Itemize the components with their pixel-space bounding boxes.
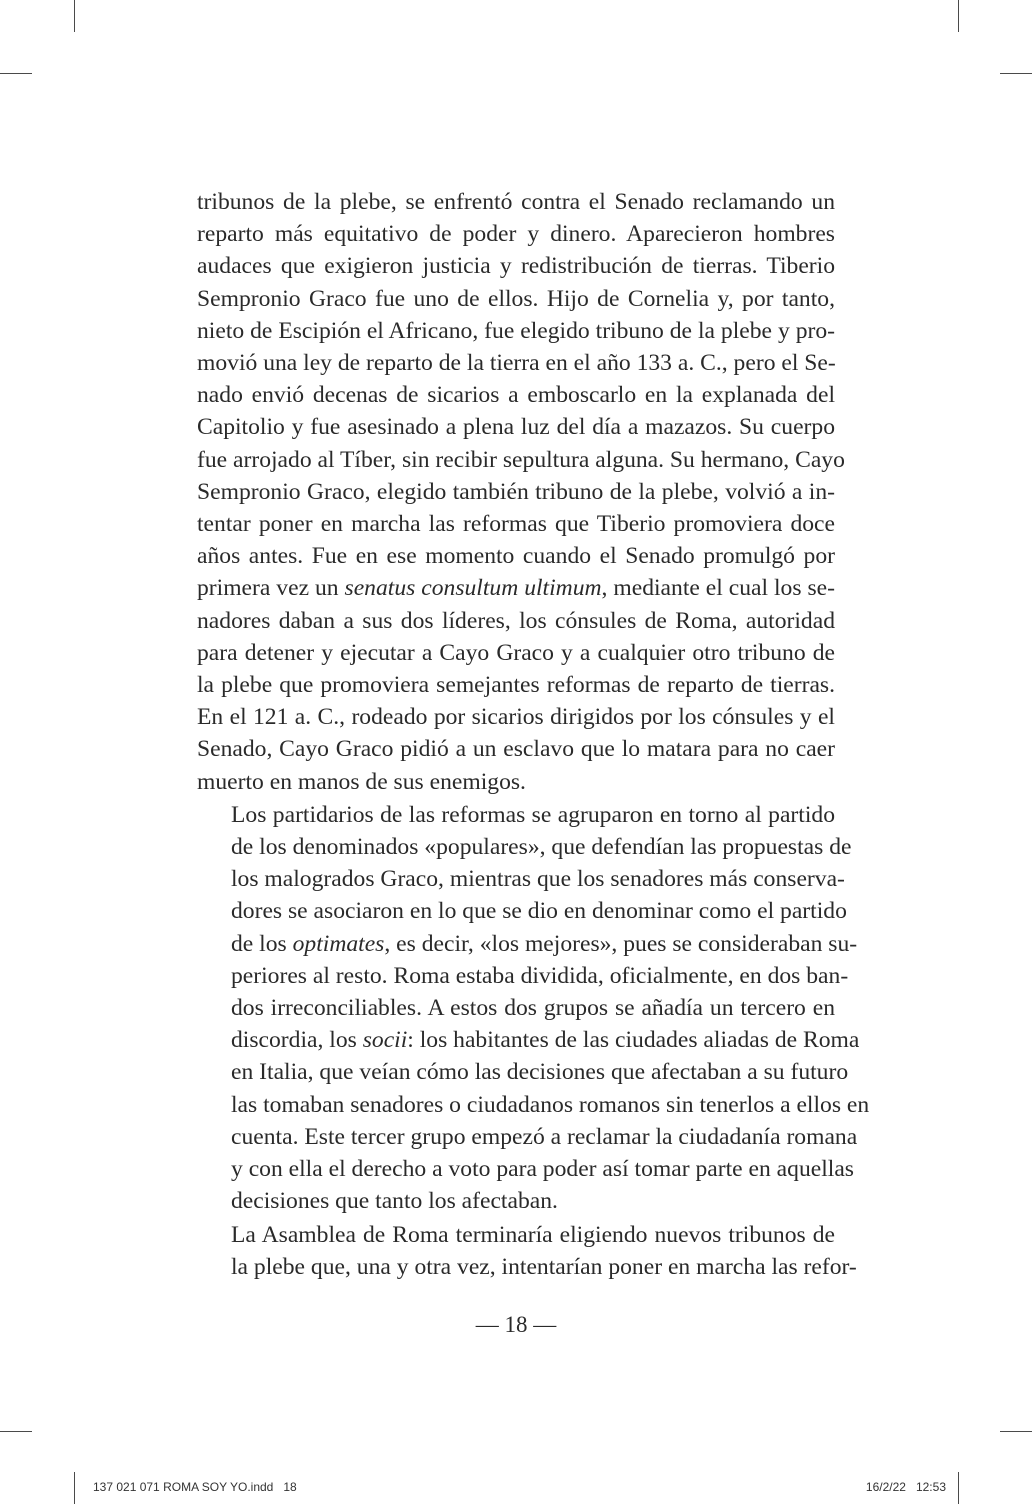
text-line: de los denominados «populares», que defendían las propuestas de	[231, 834, 852, 861]
text-segment: : los habitantes de las ciudades aliadas de Roma	[407, 1027, 860, 1054]
text-line: las tomaban senadores o ciudadanos romanos sin tenerlos a ellos en	[231, 1091, 870, 1118]
text-line	[197, 572, 835, 604]
crop-mark-top-left-h	[0, 73, 32, 74]
text-line: tentar poner en marcha las reformas que Tiberio promoviera doce	[197, 511, 835, 538]
crop-mark-top-right-h	[1000, 73, 1032, 74]
text-line: nieto de Escipión el Africano, fue elegido tribuno de la plebe y pro-	[197, 317, 835, 344]
crop-mark-bottom-left	[74, 1472, 75, 1504]
text-line: Capitolio y fue asesinado a plena luz del día a mazazos. Su cuerpo	[197, 414, 835, 441]
slug-date: 16/2/22 12:53	[865, 1480, 946, 1494]
text-line: en Italia, que veían cómo las decisiones que afectaban a su futuro	[231, 1059, 849, 1086]
text-line: la plebe que, una y otra vez, intentarían poner en marcha las refor-	[231, 1253, 857, 1280]
crop-mark-top-right	[958, 0, 959, 32]
text-line	[197, 1024, 860, 1056]
paragraph-2	[197, 799, 870, 1218]
body-text	[197, 186, 870, 1283]
crop-mark-top-left	[74, 0, 75, 32]
paragraph-3	[197, 1219, 857, 1283]
text-line: Sempronio Graco fue uno de ellos. Hijo de Cornelia y, por tanto,	[197, 285, 835, 312]
slug-filename: 137 021 071 ROMA SOY YO.indd 18	[93, 1480, 297, 1494]
text-line	[197, 928, 858, 960]
text-line: nadores daban a sus dos líderes, los cónsules de Roma, autoridad	[197, 607, 835, 634]
text-segment: discordia, los	[231, 1027, 363, 1054]
text-line: La Asamblea de Roma terminaría eligiendo nuevos tribunos de	[231, 1221, 835, 1248]
latin-term: senatus consultum ultimum	[344, 575, 602, 602]
text-line: decisiones que tanto los afectaban.	[231, 1188, 558, 1215]
text-line: dores se asociaron en lo que se dio en denominar como el partido	[231, 898, 847, 925]
text-line: dos irreconciliables. A estos dos grupos se añadía un tercero en	[231, 995, 835, 1022]
text-line: movió una ley de reparto de la tierra en el año 133 a. C., pero el Se-	[197, 350, 836, 377]
crop-mark-bottom-right	[958, 1472, 959, 1504]
text-line: audaces que exigieron justicia y redistribución de tierras. Tiberio	[197, 253, 835, 280]
text-segment: , mediante el cual los se-	[601, 575, 835, 602]
crop-mark-bottom-right-h	[1000, 1431, 1032, 1432]
text-line: cuenta. Este tercer grupo empezó a reclamar la ciudadanía romana	[231, 1123, 858, 1150]
text-line: nado envió decenas de sicarios a emboscarlo en la explanada del	[197, 382, 835, 409]
text-line: tribunos de la plebe, se enfrentó contra el Senado reclamando un	[197, 189, 835, 215]
text-line: años antes. Fue en ese momento cuando el Senado promulgó por	[197, 543, 835, 570]
page-number: — 18 —	[475, 1312, 557, 1337]
text-line: y con ella el derecho a voto para poder así tomar parte en aquellas	[231, 1156, 854, 1183]
text-segment: de los	[231, 930, 293, 957]
text-line: En el 121 a. C., rodeado por sicarios dirigidos por los cónsules y el	[197, 704, 835, 731]
text-line: Los partidarios de las reformas se agruparon en torno al partido	[231, 801, 835, 828]
latin-term: optimates	[292, 930, 385, 957]
text-line: periores al resto. Roma estaba dividida, oficialmente, en dos ban-	[231, 962, 849, 989]
text-line: Sempronio Graco, elegido también tribuno de la plebe, volvió a in-	[197, 478, 835, 505]
crop-mark-bottom-left-h	[0, 1431, 32, 1432]
text-line: Senado, Cayo Graco pidió a un esclavo que lo matara para no caer	[197, 736, 835, 763]
text-line: los malogrados Graco, mientras que los senadores más conserva-	[231, 866, 845, 893]
latin-term: socii	[362, 1027, 408, 1054]
text-line: muerto en manos de sus enemigos.	[197, 768, 526, 795]
text-segment: , es decir, «los mejores», pues se consideraban su-	[384, 930, 858, 957]
text-segment: primera vez un	[197, 575, 345, 602]
text-line: para detener y ejecutar a Cayo Graco y a cualquier otro tribuno de	[197, 639, 835, 666]
text-line: la plebe que promoviera semejantes reformas de reparto de tierras.	[197, 672, 835, 699]
text-line: fue arrojado al Tíber, sin recibir sepultura alguna. Su hermano, Cayo	[197, 446, 845, 473]
paragraph-1	[197, 186, 845, 798]
text-line: reparto más equitativo de poder y dinero. Aparecieron hombres	[197, 221, 835, 248]
